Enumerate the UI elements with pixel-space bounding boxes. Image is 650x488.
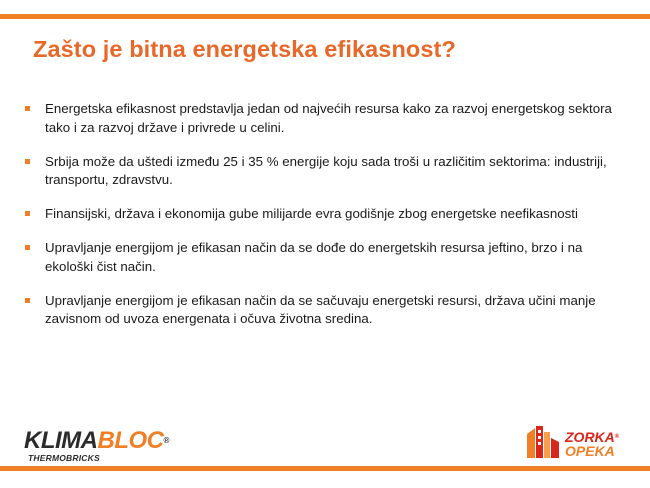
zorka-logo-line2: OPEKA <box>565 443 615 459</box>
bullet-text: Srbija može da uštedi između 25 i 35 % energije koju sada troši u različitim sektorima: industriji, transportu, zdravstvu. <box>45 153 607 187</box>
bullet-text: Finansijski, država i ekonomija gube milijarde evra godišnje zbog energetske neefikasnosti <box>45 206 578 221</box>
bullet-item <box>22 205 632 224</box>
bullet-square-icon <box>25 211 30 216</box>
zorka-buildings-icon <box>525 422 561 458</box>
top-accent-rule <box>0 14 650 19</box>
bullet-item <box>22 239 632 276</box>
bullet-text: Upravljanje energijom je efikasan način da se sačuvaju energetski resursi, država učini manje zavisnom od uvoza energenata i očuva životna sredina. <box>45 292 596 326</box>
bullet-item <box>22 100 632 137</box>
bullet-square-icon <box>25 245 30 250</box>
bullet-square-icon <box>25 106 30 111</box>
bullet-text: Upravljanje energijom je efikasan način da se dođe do energetskih resursa jeftino, brzo i na ekološki čist način. <box>45 240 583 274</box>
bullet-text: Energetska efikasnost predstavlja jedan od najvećih resursa kako za razvoj energetskog sektora tako i za razvoj države i privrede u celini. <box>45 101 612 135</box>
bullet-item <box>22 292 632 329</box>
slide-title: Zašto je bitna energetska efikasnost? <box>33 36 456 62</box>
bullet-square-icon <box>25 159 30 164</box>
klimabloc-logo-part1: KLIMA <box>24 427 98 454</box>
klimabloc-logo <box>24 427 169 465</box>
bullet-list <box>22 100 632 344</box>
klimabloc-logo-part2: BLOC <box>97 427 164 454</box>
zorka-logo-line1: ZORKA <box>565 429 615 445</box>
bullet-square-icon <box>25 298 30 303</box>
klimabloc-subtitle: THERMOBRICKS <box>28 453 100 463</box>
bullet-item <box>22 153 632 190</box>
klimabloc-registered-mark: ® <box>163 436 169 445</box>
zorka-opeka-logo <box>525 422 635 462</box>
zorka-registered-mark: ® <box>614 434 620 440</box>
bottom-accent-rule <box>0 466 650 471</box>
